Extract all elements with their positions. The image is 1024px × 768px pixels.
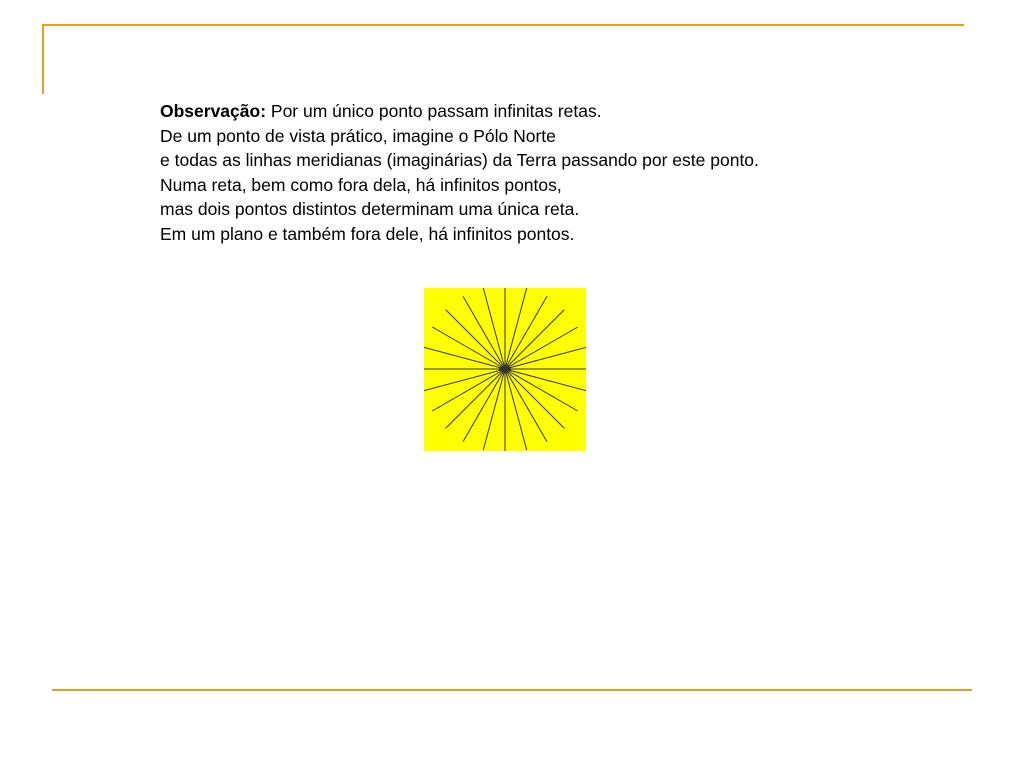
observation-text (160, 99, 759, 246)
observation-label: Observação: (160, 101, 267, 121)
pencil-of-lines-figure (424, 288, 586, 451)
text-line-4: Numa reta, bem como fora dela, há infinitos pontos, (160, 174, 562, 195)
text-line-1 (160, 99, 759, 124)
text-line-2: De um ponto de vista prático, imagine o Pólo Norte (160, 125, 556, 146)
text-line-5: mas dois pontos distintos determinam uma única reta. (160, 199, 580, 219)
bottom-border-line (52, 689, 972, 691)
text-line-6: Em um plano e também fora dele, há infinitos pontos. (160, 223, 575, 244)
text-line-3: e todas as linhas meridianas (imaginárias) da Terra passando por este ponto. (160, 150, 759, 170)
top-border-line (42, 24, 964, 26)
center-point (499, 366, 511, 372)
left-border-line (42, 24, 44, 94)
pencil-of-lines-svg (424, 288, 586, 451)
text-line-1-body: Por um único ponto passam infinitas retas. (266, 101, 602, 121)
